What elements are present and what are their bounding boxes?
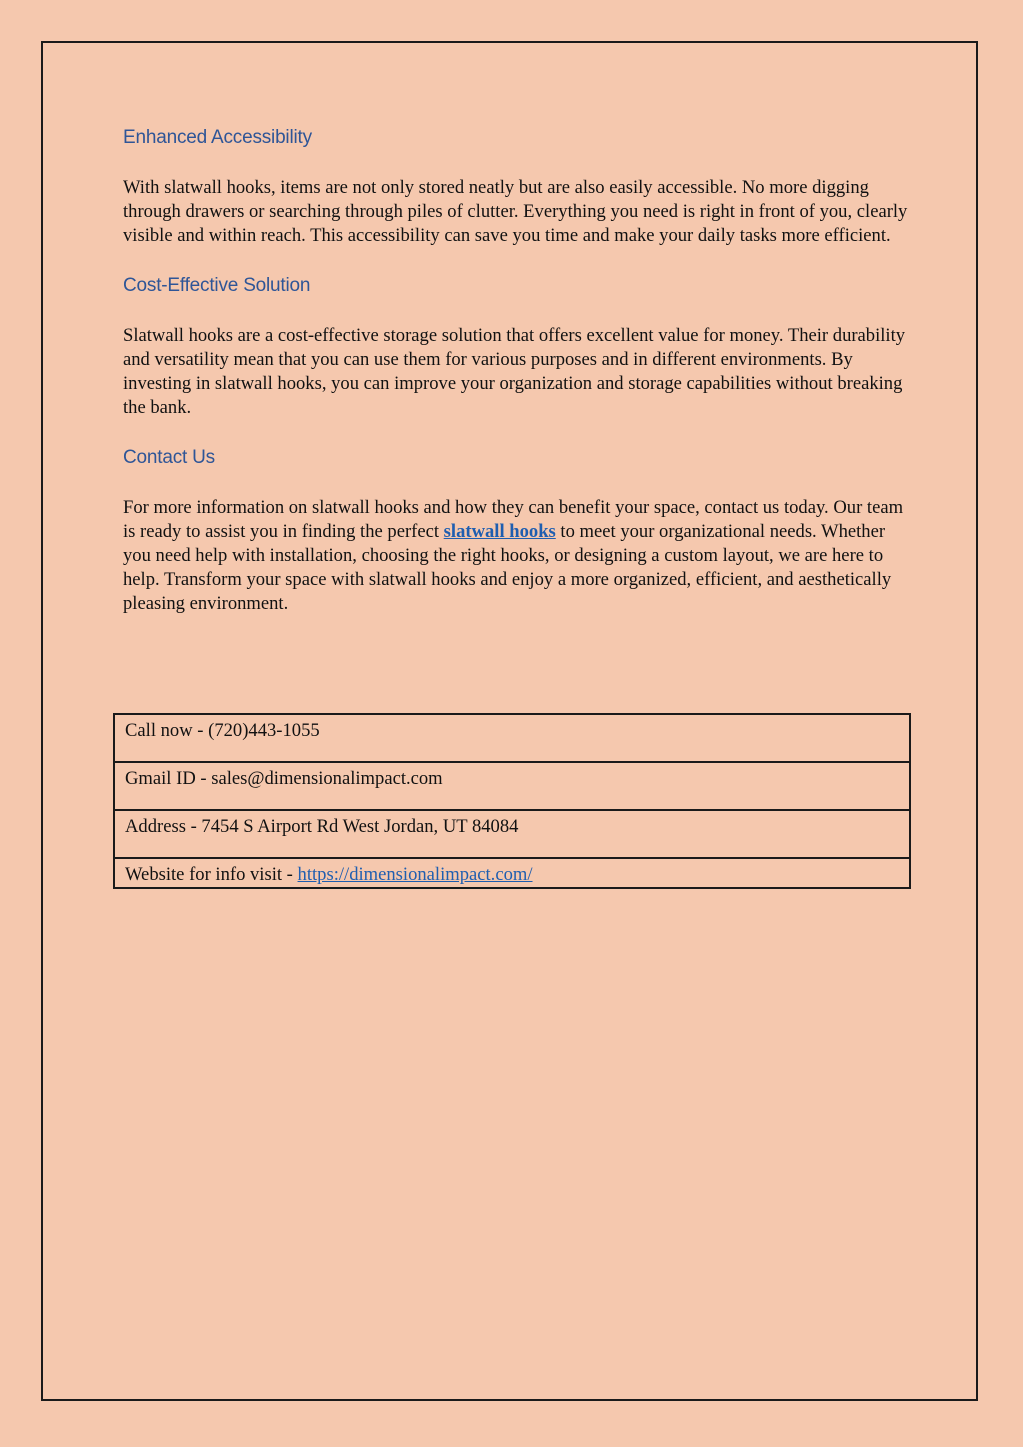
document-content: [123, 124, 913, 640]
slatwall-hooks-link[interactable]: slatwall hooks: [443, 521, 556, 542]
phone-cell: Call now - (720)443-1055: [114, 714, 910, 762]
section-heading: Contact Us: [123, 447, 215, 468]
address-cell: Address - 7454 S Airport Rd West Jordan, UT 84084: [114, 810, 910, 858]
section-paragraph: With slatwall hooks, items are not only stored neatly but are also easily accessible. No more digging through drawers or searching through piles of clutter. Everything you need is right in front of you, clearly visible and within reach. This accessibility can save you time and make your daily tasks more efficient.: [123, 177, 908, 246]
section-heading: Enhanced Accessibility: [123, 127, 312, 148]
website-label: Website for info visit -: [125, 864, 298, 885]
website-cell: [114, 858, 910, 888]
section-heading: Cost-Effective Solution: [123, 275, 311, 296]
table-row: [114, 858, 910, 888]
section-contact-us: [123, 444, 913, 616]
table-row: [114, 714, 910, 762]
section-paragraph: [123, 496, 913, 616]
section-cost-effective-solution: [123, 272, 913, 420]
table-row: [114, 810, 910, 858]
paragraph-text-after-link: to meet your organizational needs. Whether you need help with installation, choosing the right hooks, or designing a custom layout, we are here to help. Transform your space with slatwall hooks and enjoy a more organized, efficient, and aesthetically pleasing environment.: [123, 521, 892, 614]
email-cell: Gmail ID - sales@dimensionalimpact.com: [114, 762, 910, 810]
section-paragraph: Slatwall hooks are a cost-effective storage solution that offers excellent value for money. Their durability and versatility mean that you can use them for various purposes and in different environments. By investing in slatwall hooks, you can improve your organization and storage capabilities without breaking the bank.: [123, 325, 906, 418]
contact-info-table: [113, 713, 911, 889]
section-enhanced-accessibility: [123, 124, 913, 248]
website-link[interactable]: https://dimensionalimpact.com/: [297, 864, 533, 885]
paragraph-text-before-link: For more information on slatwall hooks and how they can benefit your space, contact us today. Our team is ready to assist you in finding the perfect: [123, 497, 904, 542]
table-row: [114, 762, 910, 810]
